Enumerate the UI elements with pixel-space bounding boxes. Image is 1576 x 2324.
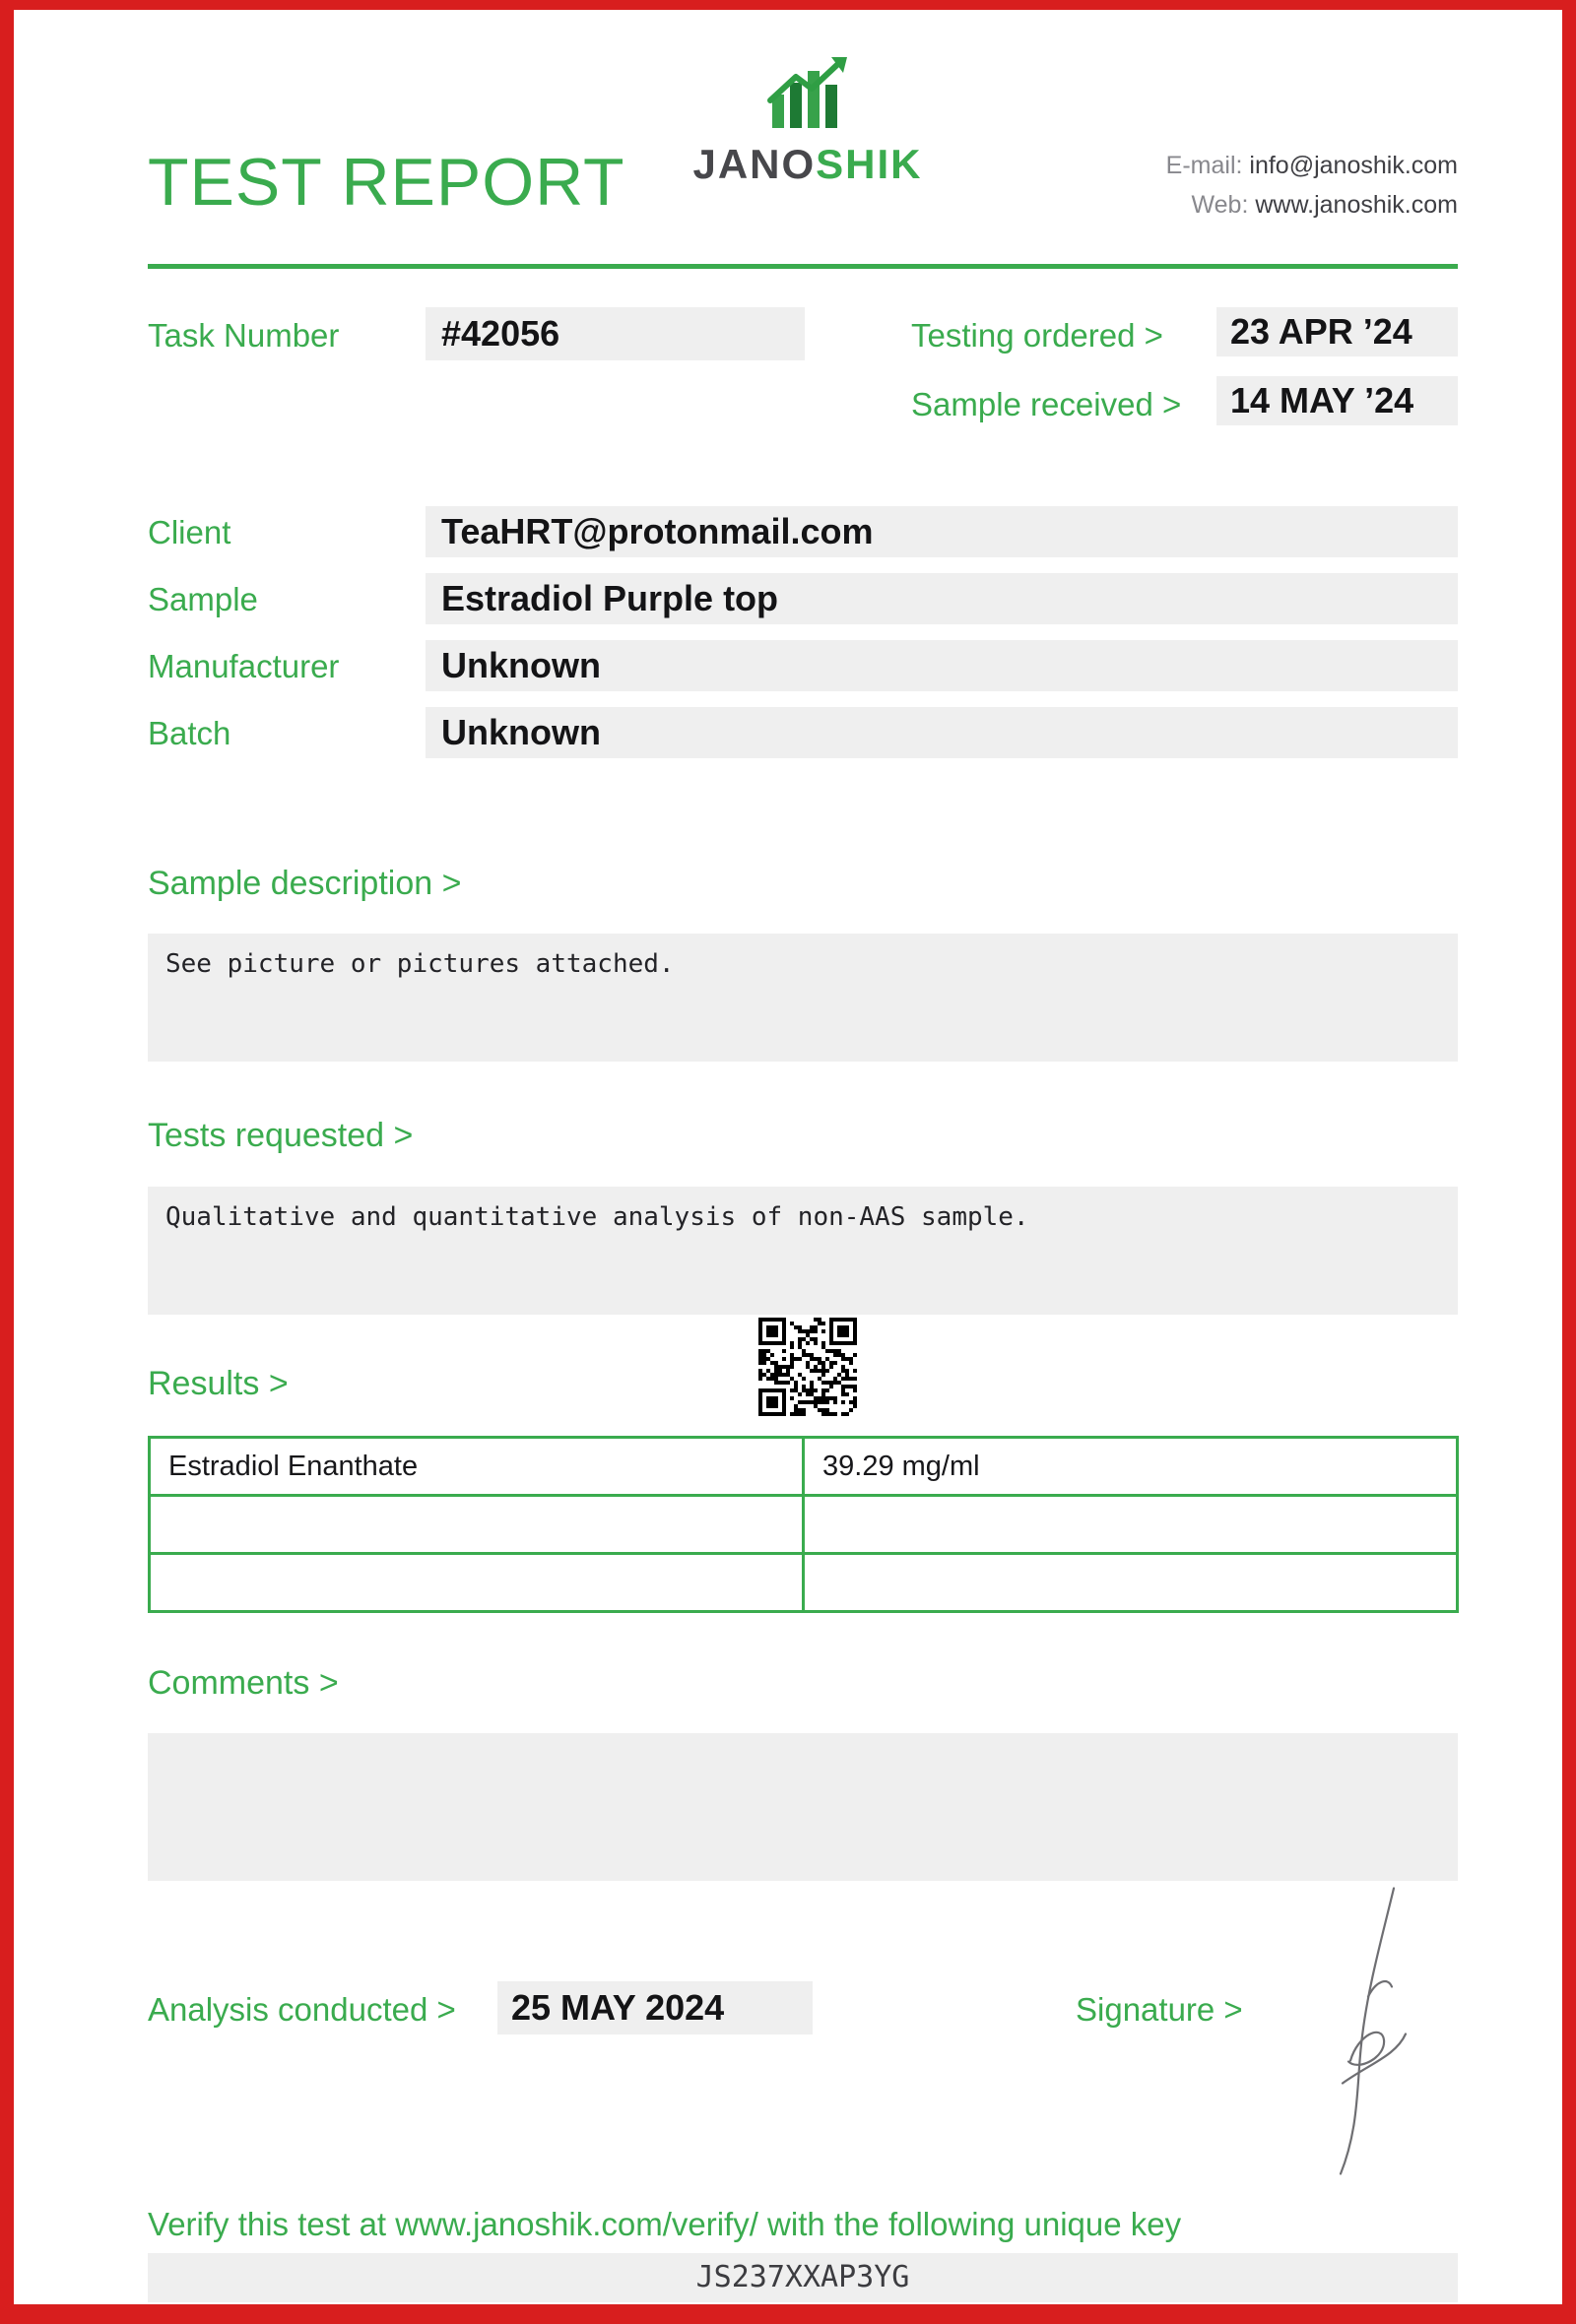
- task-number-value: #42056: [426, 307, 805, 360]
- web-value: www.janoshik.com: [1255, 191, 1458, 219]
- tests-requested-box: Qualitative and quantitative analysis of non-AAS sample.: [148, 1187, 1458, 1315]
- qr-code: [758, 1318, 857, 1416]
- contact-block: [1166, 146, 1458, 225]
- analysis-conducted-label: Analysis conducted >: [148, 1991, 456, 2028]
- logo-jano: JANO: [692, 141, 817, 187]
- analysis-date-value: 25 MAY 2024: [497, 1981, 813, 2034]
- logo-shik: SHIK: [816, 141, 923, 187]
- bar-chart-growth-icon: [762, 55, 853, 134]
- page-border-left: [0, 0, 14, 2324]
- table-row: [150, 1496, 1458, 1554]
- testing-ordered-label: Testing ordered >: [911, 317, 1163, 354]
- result-name-cell: Estradiol Enanthate: [150, 1438, 804, 1496]
- result-value-cell: [804, 1496, 1458, 1554]
- batch-label: Batch: [148, 715, 231, 751]
- web-line: [1166, 185, 1458, 225]
- result-value-cell: [804, 1554, 1458, 1612]
- verify-key: JS237XXAP3YG: [148, 2253, 1458, 2302]
- page-border-right: [1562, 0, 1576, 2324]
- sample-description-box: See picture or pictures attached.: [148, 934, 1458, 1062]
- signature-image: [1295, 1876, 1433, 2186]
- sample-label: Sample: [148, 581, 258, 617]
- comments-heading: Comments >: [148, 1664, 339, 1702]
- page-border-top: [0, 0, 1576, 10]
- table-row: [150, 1554, 1458, 1612]
- logo: [685, 55, 931, 188]
- results-table: [148, 1436, 1459, 1613]
- result-name-cell: [150, 1554, 804, 1612]
- testing-ordered-value: 23 APR ’24: [1216, 307, 1458, 356]
- header-divider: [148, 264, 1458, 269]
- email-value: info@janoshik.com: [1249, 152, 1458, 179]
- signature-label: Signature >: [1076, 1991, 1243, 2028]
- comments-box: [148, 1733, 1458, 1881]
- task-number-label: Task Number: [148, 317, 340, 354]
- verify-instruction: Verify this test at www.janoshik.com/verify/ with the following unique key: [148, 2206, 1182, 2242]
- sample-received-label: Sample received >: [911, 386, 1182, 422]
- sample-description-heading: Sample description >: [148, 865, 462, 902]
- logo-wordmark: [685, 141, 931, 188]
- table-row: [150, 1438, 1458, 1496]
- page-border-bottom: [0, 2304, 1576, 2324]
- sample-received-value: 14 MAY ’24: [1216, 376, 1458, 425]
- email-label: E-mail:: [1165, 152, 1243, 179]
- email-line: [1166, 146, 1458, 185]
- web-label: Web:: [1191, 191, 1249, 219]
- client-label: Client: [148, 514, 231, 550]
- manufacturer-label: Manufacturer: [148, 648, 340, 684]
- sample-value: Estradiol Purple top: [426, 573, 1458, 624]
- results-heading: Results >: [148, 1365, 289, 1402]
- result-name-cell: [150, 1496, 804, 1554]
- report-title: TEST REPORT: [148, 145, 625, 220]
- client-value: TeaHRT@protonmail.com: [426, 506, 1458, 557]
- result-value-cell: 39.29 mg/ml: [804, 1438, 1458, 1496]
- tests-requested-heading: Tests requested >: [148, 1117, 414, 1154]
- batch-value: Unknown: [426, 707, 1458, 758]
- manufacturer-value: Unknown: [426, 640, 1458, 691]
